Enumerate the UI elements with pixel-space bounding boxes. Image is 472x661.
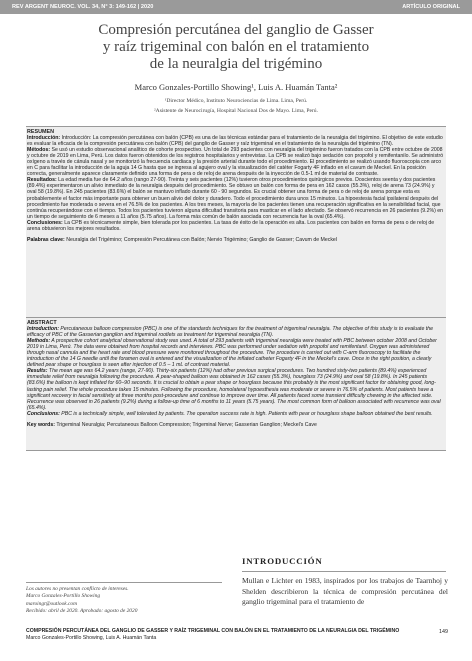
label: Introduction: [27, 326, 59, 333]
resumen-heading: RESUMEN [27, 129, 54, 135]
resumen-section [27, 129, 444, 243]
received-approved: Recibido: abril de 2020. Aprobado: agosto de 2020 [26, 607, 138, 614]
divider [26, 450, 446, 451]
paragraph: The mean age was 64.2 years (range, 27-90). Thirty-six patients (12%) had other previous surgical procedures. Two hundred sixty-two patients (89.4%) experienced immediate relief from neuralgia following the procedure. A pear-shaped balloon was obtained in 162 cases (55.3%), hourglass 73 (24.9%) and oval 58 (19.8%). In 245 patients (83.6%) the balloon is kept inflated for 60–90 seconds. It is crucial to obtain a pear shape or hourglass because this probably is the most significant factor for obtaining good, long-lasting pain relief. The whole procedure takes 15 minutes. Following the procedure, homolateral hypoesthesia was moderate or severe in 76.5% of patients. Most patients have a significant recovery in facial sensitivity at three months post-procedure and continue to improve over time. All patients faced some transient difficulty chewing in the affected side. Recurrence was observed in 26 patients (9.2%) during a follow-up time of 6 months to 11 years (5.75 years). The most common form of balloon associated with recurrence was oval (65.4%). [27, 368, 441, 411]
author-notes [26, 586, 216, 615]
keywords-label: Key words: [27, 421, 55, 428]
running-footer [26, 628, 446, 641]
keywords: Neuralgia del Trigémino; Compresión Percutánea con Balón; Nervio Trigémino; Ganglio de Gasser; Cavum de Meckel [64, 236, 337, 243]
label: Methods: [27, 338, 51, 345]
paragraph: La CPB es técnicamente simple, bien tolerada por los pacientes. La tasa de éxito de la operación es alta. Los pacientes con balón en forma de pera o de reloj de arena obtuvieron los mejores resultados. [27, 219, 435, 232]
title-line: de la neuralgia del trigémino [149, 56, 323, 72]
authors: Marco Gonzales-Portillo Showing¹, Luis A. Huamán Tanta² [134, 82, 338, 92]
label: Conclusions: [27, 410, 60, 417]
label: Conclusiones: [27, 219, 63, 226]
paragraph: PBC is a technically simple, well tolerated by patients. The operation success rate is high. Patients with pear or hourglass shape balloon obtained the best results. [59, 410, 433, 417]
title-line: Compresión percutánea del ganglio de Gasser [98, 22, 374, 38]
title-line: y raíz trigeminal con balón en el tratamiento [102, 39, 370, 55]
article-title [0, 22, 472, 73]
paragraph: Percutaneous balloon compression (PBC) is one of the standards techniques for the treatment of trigeminal neuralgia. The objective of this study is to evaluate the efficacy of PBC of the Gasserian ganglion and trigeminal rootlets as treatment for trigeminal neuralgia (TN). [27, 326, 433, 339]
article-section: ARTÍCULO ORIGINAL [402, 4, 460, 10]
divider [242, 571, 446, 572]
divider [26, 582, 222, 583]
keywords-label: Palabras clave: [27, 236, 65, 243]
page-number: 149 [439, 629, 448, 635]
label: Introducción: [27, 135, 61, 142]
affiliation-1: ¹Director Médico, Instituto Neurociencias de Lima. Lima, Perú. [164, 98, 308, 104]
affiliation-2: ²Asistente de Neurocirugía, Hospital Nacional Dos de Mayo. Lima, Perú. [153, 108, 318, 114]
paragraph: A prospective cohort analytical observational study was used. A total of 293 patients with trigeminal neuralgia were treated with PBC between october 2008 and October 2019 in Lima, Perú. The data were obtained from hospital records and interviews. PBC was performed under sedation with propofol and remifentanil. Oxygen was administered through nasal cannula and the heart rate and blood pressure were monitored throughout the procedure. The procedure is carried out with C-arm fluoroscopy to facilitate the introduction of the 14 G needle until the foramen oval is entered and the visualization of the inflated catheter Fogarty 4F in the Meckel's cave. Once in the right position, a clearly defined pear shape or hourglass is seen after injection of 0.5 – 1 mL of contrast material. [27, 338, 437, 369]
label: Métodos: [27, 147, 51, 154]
abstract-section [27, 320, 444, 428]
divider [26, 317, 446, 318]
abstract-heading: ABSTRACT [27, 320, 57, 326]
footer-authors: Marco Gonzales-Portillo Showing, Luis A. Huamán Tanta [26, 634, 157, 641]
divider [26, 126, 446, 127]
author-email: maroingt@outlook.com [26, 600, 78, 607]
corresponding-author: Marco Gonzales-Portillo Showing [26, 593, 101, 600]
paragraph: Introducción: La compresión percutánea con balón (CPB) es una de las técnicas estándar para el tratamiento de la neuralgia del trigémino. El objetivo de este estudio es evaluar la eficacia de la compresión percutánea con balón (CPB) del ganglio de Gasser y raíz trigeminal en el tratamiento de la neuralgia del trigémino (TN). [27, 135, 443, 148]
introduccion-heading: INTRODUCCIÓN [242, 556, 323, 566]
label: Results: [27, 368, 48, 375]
conflict-note: Los autores no presentan conflicto de intereses. [26, 586, 129, 592]
journal-citation: REV ARGENT NEUROC. VOL. 34, N° 3: 149-162 | 2020 [12, 4, 154, 10]
introduccion-text: Mullan e Lichter en 1983, inspirados por los trabajos de Taarnhoj y Shelden describieron la técnica de compresión percutánea del ganglio trigeminal para el tratamiento de [242, 576, 448, 607]
footer-title: COMPRESIÓN PERCUTÁNEA DEL GANGLIO DE GASSER Y RAÍZ TRIGEMINAL CON BALÓN EN EL TRATAMIENTO DE LA NEURALGIA DEL TRIGÉMINO [26, 628, 400, 634]
running-header [0, 0, 472, 14]
paragraph: La edad media fue de 64.2 años (rango 27-90). Treinta y seis pacientes (12%) tuvieron otros procedimientos quirúrgicos previos. Doscientos seenta y dos pacientes (89.4%) experimentaron un alivio inmediato de la neuralgia después del procedimiento. Se obtuvo un balón con forma de pera en 162 casos (55.3%), reloj de arena 73 (24.9%) y oval 58 (19.8%). En 245 pacientes (83.6%) el balón se mantuvo inflado durante 60 - 90 segundos. Es crucial obtener una forma de pera o de reloj de arena porque esta es probablemente el factor más importante para obtener un buen alivio del dolor y duradero. Todo el procedimiento dura unos 15 minutos. La hipoestesia facial ipsilateral después del procedimiento fue moderada o severa en el 76.5% de los pacientes. A los tres meses, la mayoría de los pacientes tienen una recuperación significativa en la sensibilidad facial, que continúa recuperándose con el tiempo. Todos los pacientes tuvieron alguna dificultad transitoria para masticar en el lado afectado. Se observó recurrencia en 26 pacientes (9.2%) en un tiempo de seguimiento de 6 meses a 11 años (5.75 años). La forma más común de balón asociada con recurrencia fue la oval (65.4%). [27, 177, 444, 220]
label: Resultados: [27, 177, 57, 184]
keywords: Trigeminal Neuralgia; Percutaneous Balloon Compression; Trigeminal Nerve; Gasserian Ganglion; Meckel's Cave [54, 421, 317, 428]
paragraph: Se usó un estudio observacional analítico de cohorte prospectivo. Un total de 293 pacientes con neuralgia del trigémino fueron tratados con la CPB entre octubre de 2008 y octubre de 2019 en Lima, Perú. Los datos fueron obtenidos de los registros hospitalarios y entrevistas. La CPB se realizó bajo sedación con propofol y remifentanilo. Se administró oxígeno a través de cánula nasal y se monitorizó la frecuencia cardiaca y la presión arterial durante todo el procedimiento. El procedimiento se realizó usando fluoroscopia con arco en C para facilitar la introducción de la aguja 14 G hasta que se ingresa al agujero oval y la visualización del catéter Fogarty 4F inflado en el cavum de Meckel. En la posición correcta, generalmente aparece claramente definido una forma de pera o de reloj de arena después de la inyección de 0.5-1 ml de material de contraste. [27, 147, 444, 178]
